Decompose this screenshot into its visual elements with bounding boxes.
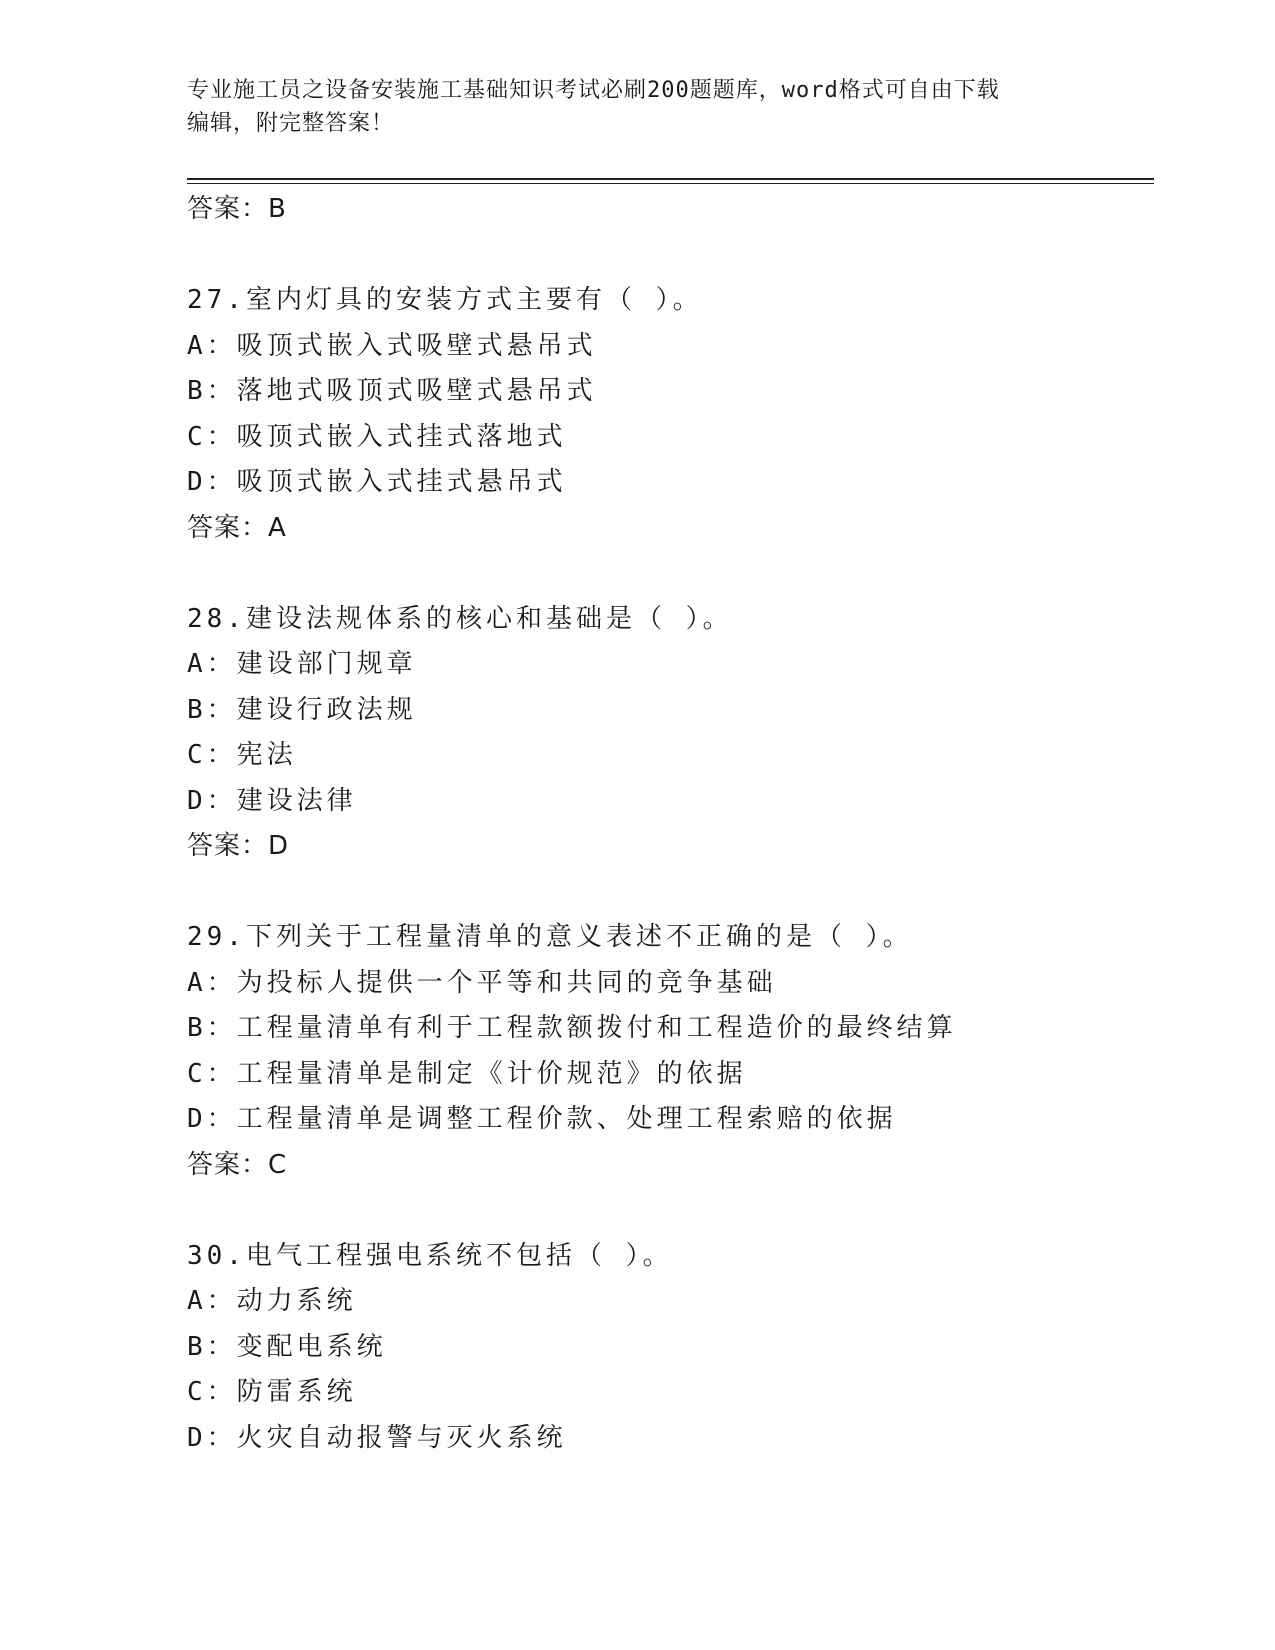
option-c: C：防雷系统 — [187, 1377, 357, 1407]
option-b: B：建设行政法规 — [187, 694, 417, 725]
header-line-1: 专业施工员之设备安装施工基础知识考试必刷200题题库，word格式可自由下载 — [187, 78, 1000, 103]
header-divider-thin — [187, 183, 1154, 184]
answer-line: 答案：A — [187, 512, 287, 543]
question-29 — [187, 915, 1147, 1187]
option-d: D：工程量清单是调整工程价款、处理工程索赔的依据 — [187, 1104, 897, 1134]
option-a: A：动力系统 — [187, 1286, 357, 1316]
document-header — [187, 74, 1087, 140]
option-c: C：宪法 — [187, 740, 297, 770]
header-line-2: 编辑，附完整答案！ — [187, 111, 395, 136]
question-stem: 29.下列关于工程量清单的意义表述不正确的是（ ）。 — [187, 922, 913, 952]
option-b: B：变配电系统 — [187, 1331, 387, 1362]
question-30 — [187, 1234, 1147, 1462]
question-28 — [187, 597, 1147, 869]
header-divider-thick — [187, 178, 1154, 180]
answer-line: 答案：D — [187, 831, 290, 861]
option-c: C：吸顶式嵌入式挂式落地式 — [187, 421, 567, 452]
option-d: D：吸顶式嵌入式挂式悬吊式 — [187, 467, 567, 497]
option-d: D：建设法律 — [187, 785, 357, 816]
option-d: D：火灾自动报警与灭火系统 — [187, 1422, 567, 1453]
option-a: A：吸顶式嵌入式吸壁式悬吊式 — [187, 330, 597, 361]
option-b: B：落地式吸顶式吸壁式悬吊式 — [187, 376, 597, 406]
question-27 — [187, 278, 1147, 550]
question-stem: 28.建设法规体系的核心和基础是（ ）。 — [187, 603, 733, 634]
answer-line: 答案：C — [187, 1149, 288, 1180]
answer-line: 答案：B — [187, 194, 287, 224]
option-c: C：工程量清单是制定《计价规范》的依据 — [187, 1058, 747, 1089]
question-stem: 27.室内灯具的安装方式主要有（ ）。 — [187, 285, 703, 315]
question-list — [187, 187, 1147, 1508]
option-a: A：建设部门规章 — [187, 649, 417, 679]
option-a: A：为投标人提供一个平等和共同的竞争基础 — [187, 967, 777, 998]
question-stem: 30.电气工程强电系统不包括（ ）。 — [187, 1240, 673, 1271]
option-b: B：工程量清单有利于工程款额拨付和工程造价的最终结算 — [187, 1013, 957, 1043]
